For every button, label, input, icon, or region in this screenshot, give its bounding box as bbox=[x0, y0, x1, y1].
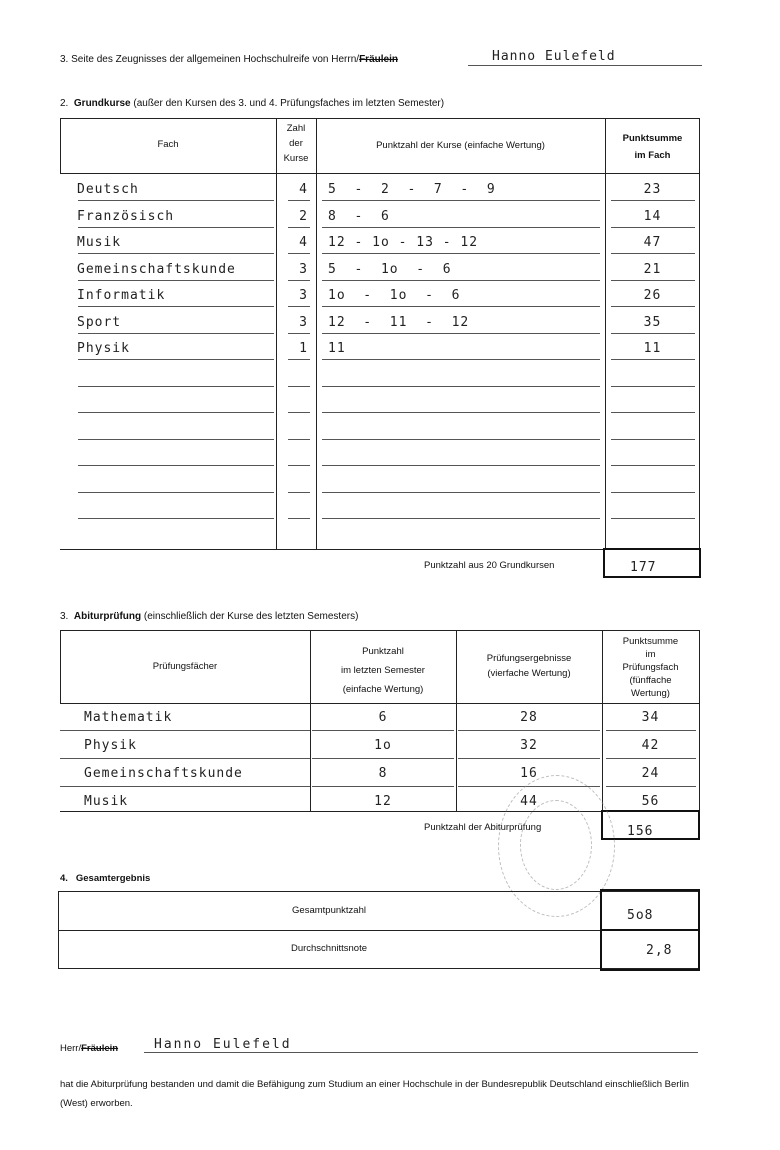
grundkurse-heading-bold: Grundkurse bbox=[73, 98, 131, 109]
abitur-summe: 56 bbox=[641, 794, 660, 809]
col-zahl-header: Zahl der Kurse bbox=[283, 123, 309, 164]
col-semester-header: Punktzahl im letzten Semester (einfache Wertung) bbox=[341, 646, 425, 695]
grundkurs-punkte: 12 - 11 - 12 bbox=[328, 314, 470, 330]
row-guide-line bbox=[288, 306, 310, 307]
row-guide-line bbox=[78, 518, 274, 519]
footer-struck-word: Fräulein bbox=[81, 1043, 119, 1054]
abitur-total-label: Punktzahl der Abiturprüfung bbox=[424, 822, 542, 833]
abitur-heading bbox=[60, 611, 358, 622]
row-guide-line bbox=[611, 518, 695, 519]
row-guide-line bbox=[322, 465, 600, 466]
row-guide-line bbox=[322, 227, 600, 228]
grundkurs-summe: 23 bbox=[643, 182, 662, 197]
col-pruefungsfaecher-header: Prüfungsfächer bbox=[152, 661, 218, 672]
row-guide-line bbox=[458, 730, 600, 731]
grundkurs-zahl: 3 bbox=[299, 261, 308, 277]
gesamt-heading-num: 4. bbox=[60, 873, 68, 884]
abitur-fach: Musik bbox=[84, 794, 129, 809]
row-guide-line bbox=[78, 280, 274, 281]
abitur-summe: 34 bbox=[641, 710, 660, 725]
gesamt-heading-bold: Gesamtergebnis bbox=[75, 873, 151, 884]
abitur-fach: Gemeinschaftskunde bbox=[84, 766, 243, 781]
row-guide-line bbox=[60, 758, 310, 759]
row-guide-line bbox=[322, 200, 600, 201]
row-guide-line bbox=[611, 412, 695, 413]
row-guide-line bbox=[78, 200, 274, 201]
abitur-ergebnis: 16 bbox=[520, 766, 538, 781]
header-prefix: 3. Seite des Zeugnisses der allgemeinen Hochschulreife von Herrn/ bbox=[60, 54, 360, 65]
abitur-fach: Mathematik bbox=[84, 710, 173, 725]
grundkurs-punkte: 1o - 1o - 6 bbox=[328, 288, 461, 303]
grundkurs-fach: Informatik bbox=[77, 288, 166, 303]
durchschnittsnote-value: 2,8 bbox=[646, 943, 673, 958]
abitur-summe: 24 bbox=[641, 766, 660, 781]
grundkurs-punkte: 5 - 2 - 7 - 9 bbox=[328, 182, 496, 197]
col-fach-header: Fach bbox=[157, 139, 179, 150]
row-guide-line bbox=[611, 386, 695, 387]
row-guide-line bbox=[78, 412, 274, 413]
row-guide-line bbox=[606, 786, 696, 787]
row-guide-line bbox=[322, 280, 600, 281]
grundkurse-heading bbox=[60, 98, 444, 109]
row-guide-line bbox=[78, 253, 274, 254]
row-guide-line bbox=[78, 333, 274, 334]
abitur-ergebnis: 44 bbox=[520, 794, 538, 809]
footer-name-underline bbox=[144, 1052, 698, 1053]
grundkurs-summe: 11 bbox=[643, 341, 662, 356]
row-guide-line bbox=[611, 253, 695, 254]
row-guide-line bbox=[322, 359, 600, 360]
grundkurs-fach: Deutsch bbox=[77, 182, 139, 197]
grundkurs-zahl: 4 bbox=[299, 235, 308, 250]
grundkurs-summe: 21 bbox=[643, 261, 662, 277]
row-guide-line bbox=[322, 492, 600, 493]
grundkurs-zahl: 4 bbox=[299, 182, 308, 197]
abitur-semester: 6 bbox=[378, 710, 388, 725]
abitur-fach: Physik bbox=[84, 738, 137, 753]
grundkurse-table bbox=[60, 118, 700, 550]
row-guide-line bbox=[288, 359, 310, 360]
grundkurse-total-label: Punktzahl aus 20 Grundkursen bbox=[424, 560, 555, 571]
row-guide-line bbox=[611, 465, 695, 466]
row-guide-line bbox=[60, 730, 310, 731]
abitur-semester: 12 bbox=[374, 794, 392, 809]
footer-student-name: Hanno Eulefeld bbox=[154, 1037, 292, 1052]
gesamtpunktzahl-value: 5o8 bbox=[627, 908, 654, 923]
row-guide-line bbox=[78, 439, 274, 440]
official-stamp-inner bbox=[520, 800, 592, 890]
row-guide-line bbox=[288, 280, 310, 281]
grundkurse-heading-num: 2. bbox=[60, 98, 69, 109]
row-guide-line bbox=[60, 786, 310, 787]
row-guide-line bbox=[322, 412, 600, 413]
abitur-ergebnis: 32 bbox=[520, 738, 538, 753]
grundkurs-summe: 35 bbox=[643, 314, 662, 330]
row-guide-line bbox=[78, 227, 274, 228]
header-struck-word: Fräulein bbox=[359, 54, 398, 65]
grundkurs-punkte: 5 - 1o - 6 bbox=[328, 261, 452, 277]
row-guide-line bbox=[312, 786, 454, 787]
grundkurs-summe: 26 bbox=[643, 288, 662, 303]
row-guide-line bbox=[288, 518, 310, 519]
row-guide-line bbox=[312, 758, 454, 759]
row-guide-line bbox=[288, 227, 310, 228]
row-guide-line bbox=[322, 333, 600, 334]
durchschnittsnote-label: Durchschnittsnote bbox=[290, 943, 368, 954]
grundkurse-total-value: 177 bbox=[630, 560, 657, 575]
row-guide-line bbox=[611, 280, 695, 281]
row-guide-line bbox=[322, 439, 600, 440]
row-guide-line bbox=[606, 758, 696, 759]
grundkurs-fach: Französisch bbox=[77, 208, 175, 224]
row-guide-line bbox=[78, 492, 274, 493]
row-guide-line bbox=[78, 465, 274, 466]
grundkurs-zahl: 3 bbox=[299, 314, 308, 330]
grundkurs-fach: Musik bbox=[77, 235, 122, 250]
row-guide-line bbox=[288, 386, 310, 387]
row-guide-line bbox=[288, 253, 310, 254]
row-guide-line bbox=[288, 200, 310, 201]
grundkurs-zahl: 2 bbox=[299, 208, 308, 224]
row-guide-line bbox=[288, 439, 310, 440]
row-guide-line bbox=[458, 758, 600, 759]
grundkurs-punkte: 8 - 6 bbox=[328, 208, 390, 224]
col-punktzahl-header: Punktzahl der Kurse (einfache Wertung) bbox=[376, 140, 545, 151]
row-guide-line bbox=[322, 386, 600, 387]
footer-prefix: Herr/ bbox=[60, 1043, 82, 1054]
col-summe-header: Punktsumme im Fach bbox=[622, 133, 683, 161]
col-pruefungsfach-summe-header: Punktsumme im Prüfungsfach (fünffache Wertung) bbox=[622, 636, 679, 699]
abitur-total-value: 156 bbox=[627, 824, 654, 839]
footer-statement: hat die Abiturprüfung bestanden und damit die Befähigung zum Studium an einer Hochschule in der Bundesrepublik Deutschland einschließlich Berlin (West) erworben. bbox=[60, 1079, 689, 1109]
row-guide-line bbox=[322, 518, 600, 519]
header-line bbox=[60, 54, 398, 65]
grundkurs-fach: Physik bbox=[77, 341, 130, 356]
header-name-underline bbox=[468, 65, 702, 66]
row-guide-line bbox=[312, 730, 454, 731]
row-guide-line bbox=[288, 492, 310, 493]
row-guide-line bbox=[611, 306, 695, 307]
row-guide-line bbox=[78, 386, 274, 387]
grundkurse-heading-rest: (außer den Kursen des 3. und 4. Prüfungsfaches im letzten Semester) bbox=[133, 98, 445, 109]
grundkurs-zahl: 3 bbox=[299, 288, 308, 303]
abitur-heading-num: 3. bbox=[60, 611, 69, 622]
abitur-summe: 42 bbox=[641, 738, 660, 753]
grundkurs-fach: Sport bbox=[77, 314, 122, 330]
gesamtpunktzahl-label: Gesamtpunktzahl bbox=[292, 905, 366, 916]
row-guide-line bbox=[611, 227, 695, 228]
row-guide-line bbox=[78, 306, 274, 307]
abitur-semester: 1o bbox=[374, 738, 392, 753]
abitur-heading-rest: (einschließlich der Kurse des letzten Semesters) bbox=[143, 611, 359, 622]
row-guide-line bbox=[611, 359, 695, 360]
row-guide-line bbox=[288, 333, 310, 334]
row-guide-line bbox=[611, 333, 695, 334]
row-guide-line bbox=[288, 465, 310, 466]
grundkurs-summe: 14 bbox=[643, 208, 662, 224]
abitur-ergebnis: 28 bbox=[520, 710, 538, 725]
gesamt-heading bbox=[60, 873, 150, 884]
grundkurs-punkte: 11 bbox=[328, 341, 346, 356]
row-guide-line bbox=[322, 306, 600, 307]
abitur-table bbox=[60, 630, 700, 812]
row-guide-line bbox=[611, 439, 695, 440]
grundkurs-zahl: 1 bbox=[299, 341, 308, 356]
row-guide-line bbox=[322, 253, 600, 254]
header-student-name: Hanno Eulefeld bbox=[492, 49, 616, 64]
row-guide-line bbox=[611, 492, 695, 493]
abitur-semester: 8 bbox=[378, 766, 388, 781]
footer-salutation bbox=[60, 1043, 118, 1054]
row-guide-line bbox=[78, 359, 274, 360]
grundkurs-summe: 47 bbox=[643, 235, 662, 250]
row-guide-line bbox=[611, 200, 695, 201]
grundkurs-fach: Gemeinschaftskunde bbox=[77, 261, 236, 277]
row-guide-line bbox=[288, 412, 310, 413]
grundkurs-punkte: 12 - 1o - 13 - 12 bbox=[328, 235, 479, 250]
col-ergebnis-header: Prüfungsergebnisse (vierfache Wertung) bbox=[486, 653, 572, 679]
abitur-heading-bold: Abiturprüfung bbox=[73, 611, 142, 622]
row-guide-line bbox=[606, 730, 696, 731]
